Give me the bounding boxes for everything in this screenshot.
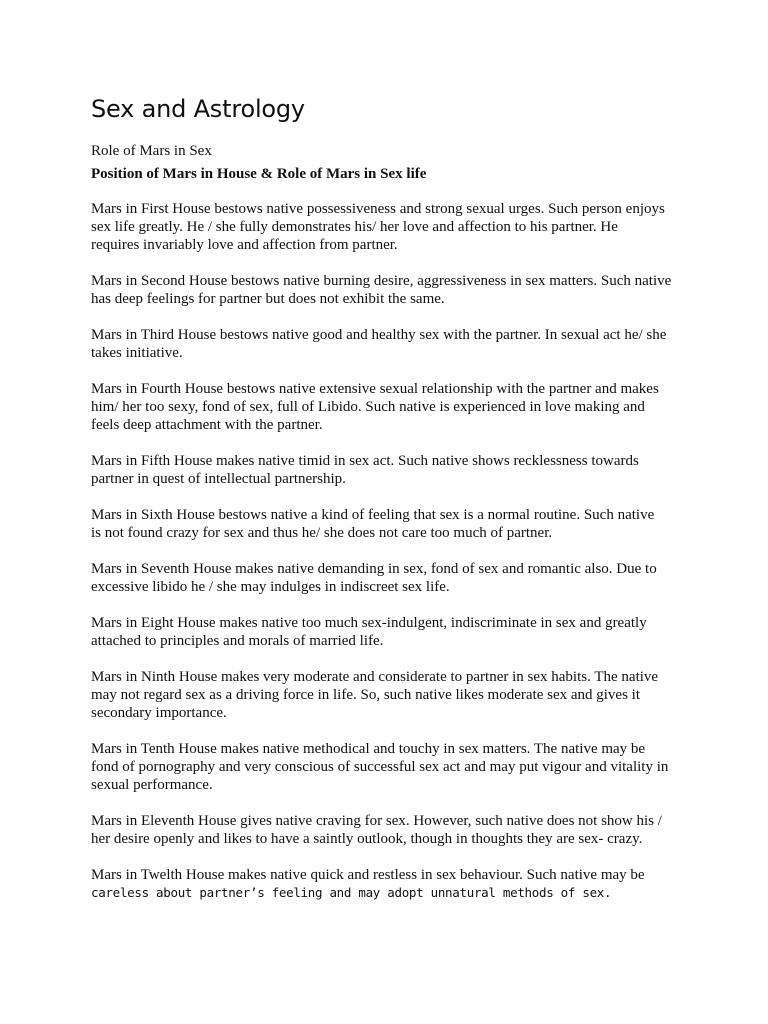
paragraph-line: secondary importance. <box>91 705 227 721</box>
paragraph-line: him/ her too sexy, fond of sex, full of Libido. Such native is experienced in love making and <box>91 399 645 415</box>
paragraph-line: Mars in Sixth House bestows native a kind of feeling that sex is a normal routine. Such native <box>91 507 655 523</box>
paragraph-line: Mars in Tenth House makes native methodical and touchy in sex matters. The native may be <box>91 741 646 757</box>
paragraph-line: Mars in Third House bestows native good and healthy sex with the partner. In sexual act he/ she <box>91 327 667 343</box>
paragraph-second-house <box>91 272 681 308</box>
paragraph-third-house <box>91 326 681 362</box>
paragraph-line: Mars in Fifth House makes native timid in sex act. Such native shows recklessness towards <box>91 453 639 469</box>
paragraph-line: Mars in Seventh House makes native demanding in sex, fond of sex and romantic also. Due to <box>91 561 657 577</box>
paragraph-seventh-house <box>91 560 681 596</box>
paragraph-eleventh-house <box>91 812 681 848</box>
paragraph-line: Mars in Eight House makes native too much sex-indulgent, indiscriminate in sex and greatly <box>91 615 647 631</box>
paragraph-line: excessive libido he / she may indulges in indiscreet sex life. <box>91 579 450 595</box>
paragraph-line: Mars in First House bestows native possessiveness and strong sexual urges. Such person enjoys <box>91 201 665 217</box>
paragraph-line: may not regard sex as a driving force in life. So, such native likes moderate sex and gives it <box>91 687 641 703</box>
paragraph-ninth-house <box>91 668 681 722</box>
paragraph-line: fond of pornography and very conscious of successful sex act and may put vigour and vitality in <box>91 759 669 775</box>
paragraph-line: Mars in Twelth House makes native quick and restless in sex behaviour. Such native may be <box>91 867 645 883</box>
paragraph-fifth-house <box>91 452 681 488</box>
paragraph-line: sexual performance. <box>91 777 213 793</box>
paragraph-eighth-house <box>91 614 681 650</box>
paragraph-line: attached to principles and morals of married life. <box>91 633 384 649</box>
paragraph-line: Mars in Ninth House makes very moderate and considerate to partner in sex habits. The native <box>91 669 659 685</box>
paragraph-line: her desire openly and likes to have a saintly outlook, though in thoughts they are sex- crazy. <box>91 831 643 847</box>
paragraph-line: feels deep attachment with the partner. <box>91 417 323 433</box>
paragraph-line: is not found crazy for sex and thus he/ she does not care too much of partner. <box>91 525 553 541</box>
paragraph-line: partner in quest of intellectual partnership. <box>91 471 346 487</box>
section-heading: Position of Mars in House & Role of Mars in Sex life <box>91 166 427 182</box>
paragraph-line: Mars in Eleventh House gives native craving for sex. However, such native does not show his / <box>91 813 662 829</box>
document-subtitle: Role of Mars in Sex <box>91 143 212 159</box>
paragraph-line: sex life greatly. He / she fully demonstrates his/ her love and affection to his partner. He <box>91 219 618 235</box>
paragraph-line: has deep feelings for partner but does not exhibit the same. <box>91 291 445 307</box>
document-page <box>91 92 681 920</box>
document-title: Sex and Astrology <box>91 95 305 123</box>
paragraph-line: takes initiative. <box>91 345 183 361</box>
paragraph-sixth-house <box>91 506 681 542</box>
paragraph-tenth-house <box>91 740 681 794</box>
paragraph-line: careless about partner’s feeling and may adopt unnatural methods of sex. <box>91 885 612 900</box>
paragraph-line: Mars in Second House bestows native burning desire, aggressiveness in sex matters. Such native <box>91 273 672 289</box>
paragraph-line: requires invariably love and affection from partner. <box>91 237 398 253</box>
paragraph-twelfth-house <box>91 866 681 902</box>
paragraph-fourth-house <box>91 380 681 434</box>
paragraph-first-house <box>91 200 681 254</box>
paragraph-line: Mars in Fourth House bestows native extensive sexual relationship with the partner and makes <box>91 381 659 397</box>
